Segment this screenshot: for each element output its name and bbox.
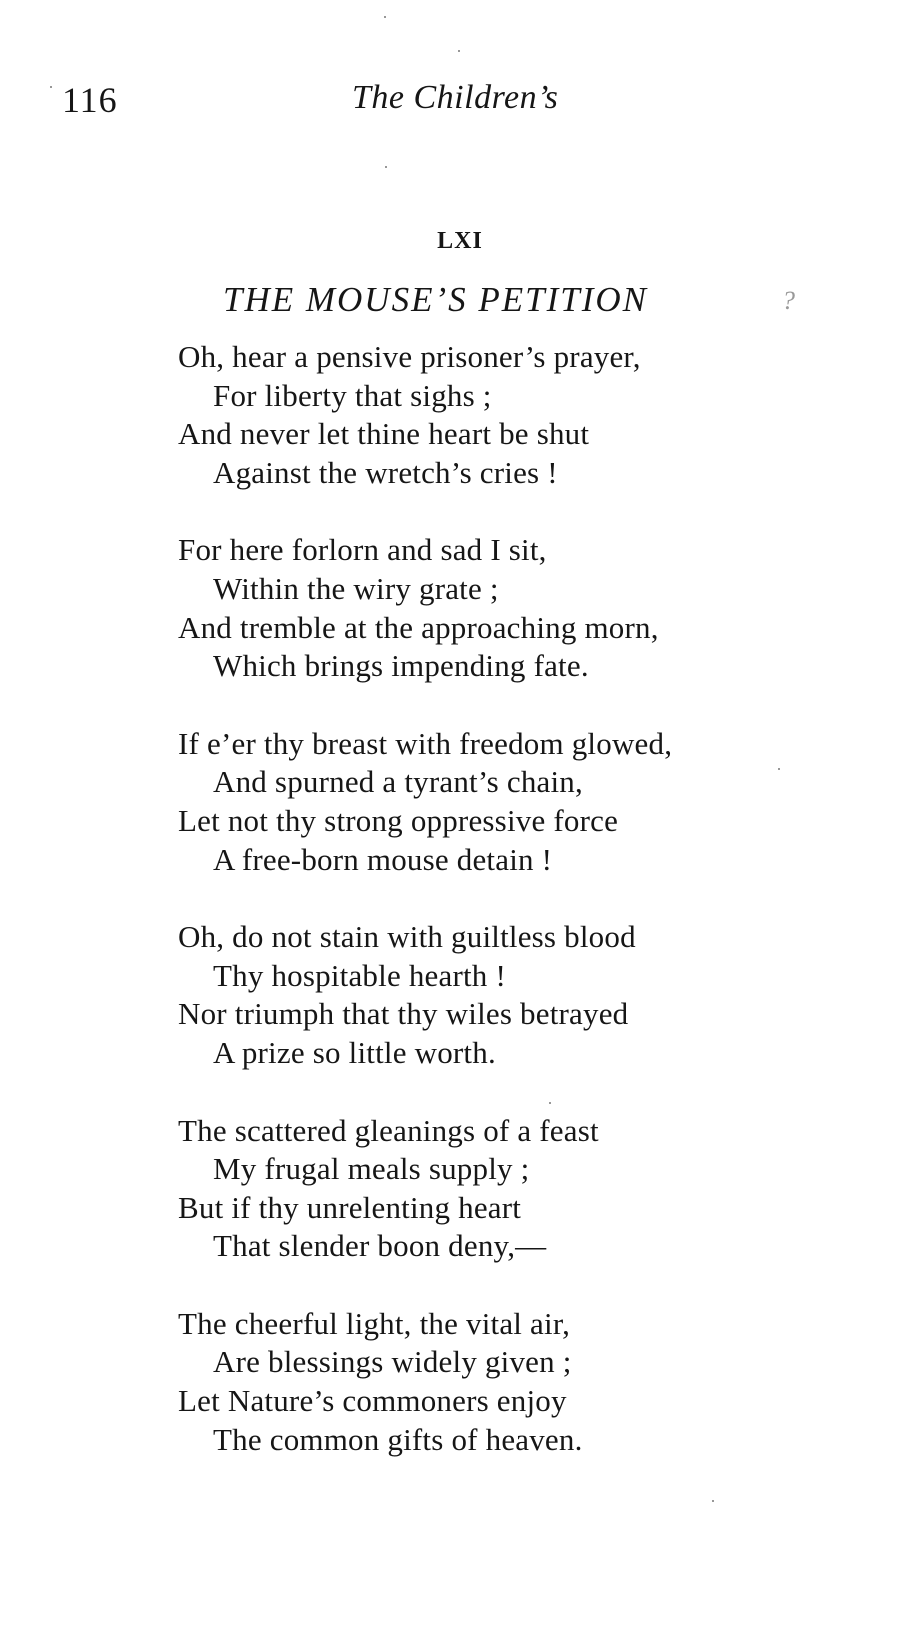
stanza: [178, 918, 818, 1072]
verse-line: Let not thy strong oppressive force: [178, 802, 619, 838]
scan-speck: [778, 768, 780, 770]
verse-line: If e’er thy breast with freedom glowed,: [178, 725, 673, 761]
verse-line: Oh, do not stain with guiltless blood: [178, 919, 636, 955]
verse-line: Are blessings widely given ;: [213, 1344, 572, 1380]
scan-speck: [458, 50, 460, 52]
verse-line: The cheerful light, the vital air,: [178, 1305, 571, 1341]
page-number: 116: [62, 80, 118, 120]
scan-speck: [549, 1102, 551, 1104]
verse-line: And never let thine heart be shut: [178, 416, 590, 452]
poem-body: [178, 338, 818, 1498]
verse-line: For liberty that sighs ;: [213, 377, 492, 413]
scan-speck: [385, 166, 387, 168]
verse-line: Nor triumph that thy wiles betrayed: [178, 996, 629, 1032]
verse-line: Thy hospitable hearth !: [213, 957, 506, 993]
verse-line: Oh, hear a pensive prisoner’s prayer,: [178, 339, 641, 374]
running-head: The Children’s: [352, 79, 559, 116]
verse-line: Let Nature’s commoners enjoy: [178, 1383, 567, 1419]
pencil-mark: ?: [782, 286, 795, 315]
stanza: [178, 531, 818, 685]
scan-speck: [384, 16, 386, 18]
stanza: [178, 725, 818, 879]
scan-speck: [712, 1500, 714, 1502]
stanza: [178, 1305, 818, 1459]
verse-line: And spurned a tyrant’s chain,: [213, 764, 583, 800]
verse-line: That slender boon deny,—: [213, 1228, 547, 1264]
stanza: [178, 338, 818, 492]
verse-line: But if thy unrelenting heart: [178, 1189, 522, 1225]
verse-line: And tremble at the approaching morn,: [178, 609, 659, 645]
verse-line: Within the wiry grate ;: [213, 570, 499, 606]
verse-line: A prize so little worth.: [213, 1034, 496, 1070]
poem-title: THE MOUSE’S PETITION: [223, 280, 648, 319]
verse-line: Which brings impending fate.: [213, 648, 589, 684]
verse-line: For here forlorn and sad I sit,: [178, 532, 547, 568]
verse-line: My frugal meals supply ;: [213, 1151, 530, 1187]
poem-number: LXI: [437, 228, 483, 254]
verse-line: A free-born mouse detain !: [213, 841, 553, 877]
scan-speck: [50, 86, 52, 88]
verse-line: Against the wretch’s cries !: [213, 454, 558, 490]
stanza: [178, 1112, 818, 1266]
verse-line: The common gifts of heaven.: [213, 1421, 583, 1457]
verse-line: The scattered gleanings of a feast: [178, 1112, 599, 1148]
